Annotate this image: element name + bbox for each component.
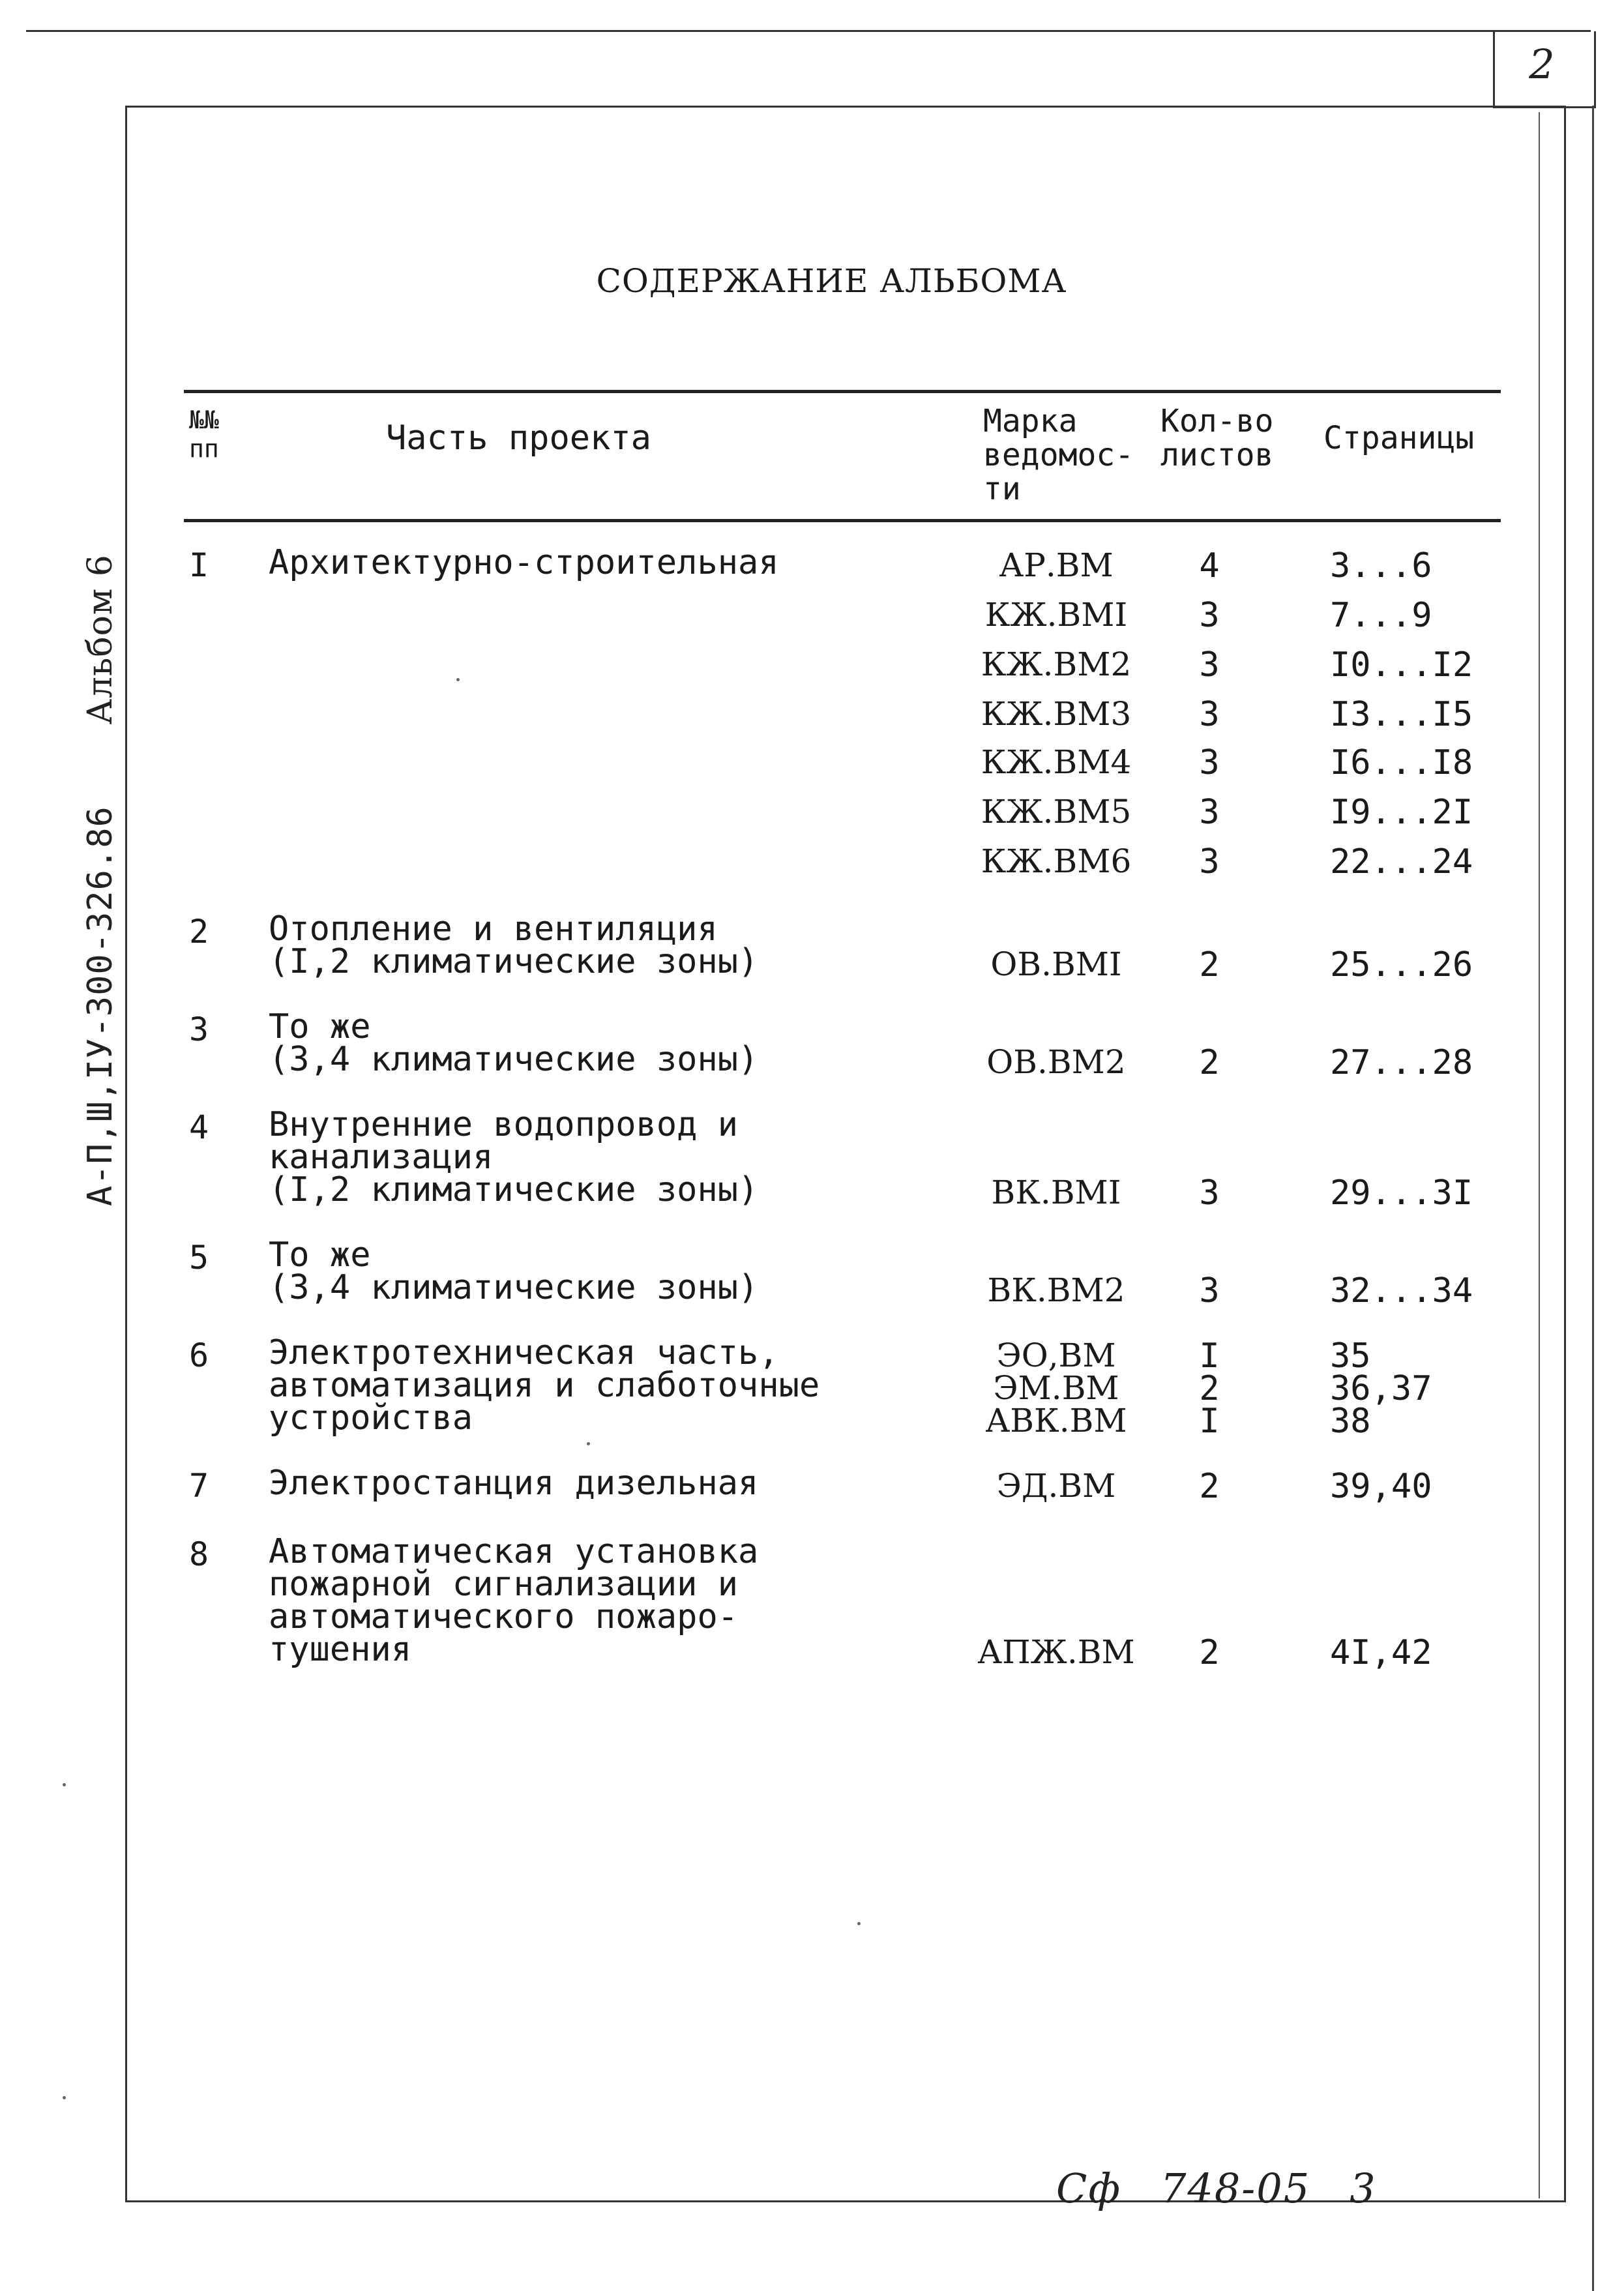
entry-count: I [1199,1337,1220,1376]
entry-count: I [1199,1402,1220,1441]
entry-pages: I3...I5 [1330,695,1473,734]
side-label [81,554,120,1206]
row-number: 3 [189,1011,209,1048]
entry-mark: КЖ.ВМ4 [981,743,1132,781]
entry-count: 3 [1199,793,1220,832]
row-part: Отопление и вентиляция (I,2 климатические зоны) [269,909,759,981]
header-pages: Страницы [1323,420,1475,456]
entry-pages: 29...3I [1330,1174,1473,1213]
header-part: Часть проекта [386,419,651,458]
entry-mark: КЖ.ВМ5 [981,793,1132,831]
side-label-album: Альбом 6 [81,554,120,725]
scan-speck [857,1922,861,1925]
entry-pages: 3...6 [1330,546,1432,585]
entry-count: 2 [1199,1467,1220,1506]
entry-pages: I0...I2 [1330,645,1473,685]
page-number: 2 [1529,40,1555,88]
entry-count: 3 [1199,596,1220,635]
entry-mark: КЖ.ВМ2 [981,645,1132,683]
entry-pages: 35 [1330,1337,1371,1376]
header-mark: Марка ведомос- ти [983,403,1134,507]
entry-count: 2 [1199,1633,1220,1672]
entry-pages: 32...34 [1330,1271,1473,1310]
row-number: 6 [189,1337,209,1374]
page-title: СОДЕРЖАНИЕ АЛЬБОМА [596,262,1067,300]
row-part: Электротехническая часть, автоматизация и слаботочные устройства [269,1333,820,1438]
entry-count: 2 [1199,945,1220,984]
entry-count: 3 [1199,695,1220,734]
frame-right-line [1592,106,1594,2291]
table-top-rule [184,390,1501,393]
row-number: 8 [189,1535,209,1573]
scan-speck [63,2096,66,2099]
entry-count: 3 [1199,743,1220,782]
footer-part-b: 748-05 [1160,2165,1311,2212]
footer-part-a: Сф [1056,2165,1121,2212]
entry-pages: 4I,42 [1330,1633,1432,1672]
entry-mark: ЭД.ВМ [996,1467,1116,1505]
row-part: Архитектурно-строительная [269,543,779,582]
entry-count: 3 [1199,842,1220,881]
entry-pages: 36,37 [1330,1369,1432,1408]
entry-mark: ЭМ.ВМ [993,1369,1119,1407]
entry-mark: АВК.ВМ [985,1402,1127,1440]
row-part: Автоматическая установка пожарной сигнализации и автоматического пожаро- тушения [269,1532,759,1669]
scan-speck [587,1442,590,1445]
entry-pages: 27...28 [1330,1043,1473,1082]
entry-mark: ВК.ВМI [991,1174,1121,1211]
top-border-line [26,30,1591,32]
entry-mark: ОВ.ВМI [990,945,1122,983]
header-count: Кол-во листов [1160,403,1274,473]
entry-mark: КЖ.ВМ3 [981,695,1132,733]
row-number: 2 [189,913,209,951]
entry-pages: I9...2I [1330,793,1473,832]
entry-mark: ВК.ВМ2 [987,1271,1125,1309]
entry-pages: I6...I8 [1330,743,1473,782]
entry-pages: 7...9 [1330,596,1432,635]
entry-count: 2 [1199,1369,1220,1408]
row-part: То же (3,4 климатические зоны) [269,1235,759,1307]
entry-pages: 39,40 [1330,1467,1432,1506]
entry-mark: КЖ.ВМI [984,596,1128,634]
row-number: I [189,546,209,584]
row-part: То же (3,4 климатические зоны) [269,1007,759,1079]
row-number: 7 [189,1467,209,1505]
entry-mark: АПЖ.ВМ [977,1633,1135,1671]
entry-count: 3 [1199,1174,1220,1213]
scan-speck [456,678,460,681]
entry-pages: 38 [1330,1402,1371,1441]
footer-inventory-code [1056,2165,1377,2212]
entry-mark: ЭО,ВМ [996,1337,1116,1374]
entry-pages: 25...26 [1330,945,1473,984]
side-label-code: А-П,Ш,IУ-300-326.86 [81,806,120,1206]
entry-pages: 22...24 [1330,842,1473,881]
table-header-rule [184,519,1501,522]
entry-count: 2 [1199,1043,1220,1082]
footer-part-c: 3 [1350,2165,1377,2212]
entry-mark: ОВ.ВМ2 [986,1043,1126,1081]
scan-speck [63,1783,66,1786]
entry-mark: КЖ.ВМ6 [981,842,1132,880]
entry-mark: АР.ВМ [999,546,1114,584]
entry-count: 3 [1199,645,1220,685]
header-num: №№ пп [189,406,219,463]
row-part: Электростанция дизельная [269,1464,759,1503]
row-part: Внутренние водопровод и канализация (I,2 климатические зоны) [269,1105,759,1209]
entry-count: 4 [1199,546,1220,585]
frame-inner-line [1539,112,1540,2198]
row-number: 4 [189,1108,209,1146]
entry-count: 3 [1199,1271,1220,1310]
row-number: 5 [189,1239,209,1277]
